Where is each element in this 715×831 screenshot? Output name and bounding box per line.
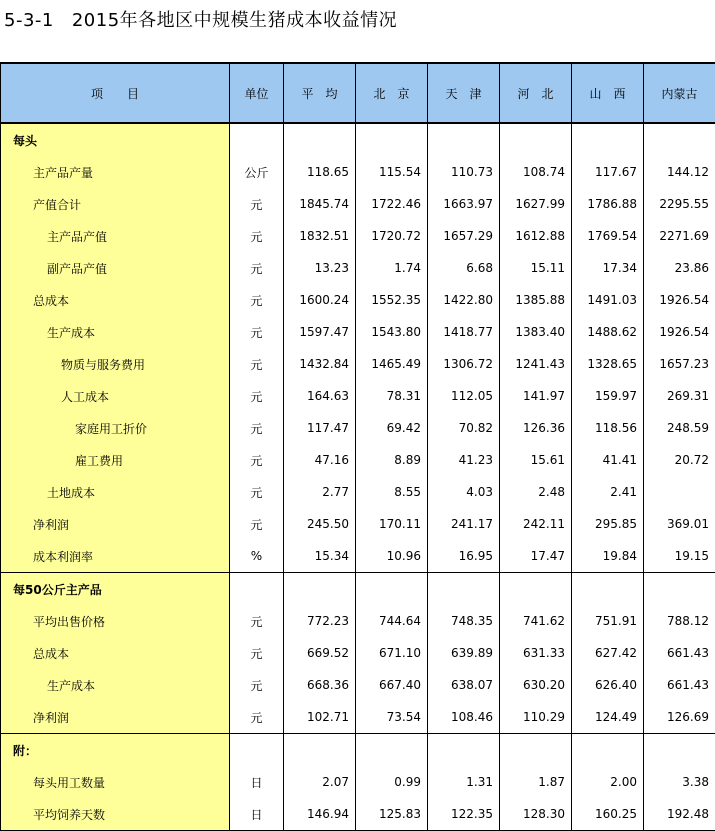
value-cell: 2271.69: [644, 220, 715, 252]
row-label: 人工成本: [1, 380, 230, 412]
table-row: [1, 316, 715, 348]
value-cell: 241.17: [428, 508, 500, 540]
value-cell: 15.11: [500, 252, 572, 284]
value-cell: 661.43: [644, 637, 715, 669]
value-cell: 1491.03: [572, 284, 644, 316]
value-cell: 8.89: [356, 444, 428, 476]
value-cell: 1385.88: [500, 284, 572, 316]
value-cell: 70.82: [428, 412, 500, 444]
value-cell: 1418.77: [428, 316, 500, 348]
table-row: [1, 188, 715, 220]
value-cell: 1552.35: [356, 284, 428, 316]
table-row: [1, 348, 715, 380]
value-cell: [572, 734, 644, 767]
value-cell: 2295.55: [644, 188, 715, 220]
row-label: 生产成本: [1, 316, 230, 348]
row-unit: 元: [230, 348, 284, 380]
value-cell: 1488.62: [572, 316, 644, 348]
value-cell: 23.86: [644, 252, 715, 284]
page-title: [4, 6, 397, 32]
value-cell: 772.23: [284, 605, 356, 637]
value-cell: 1663.97: [428, 188, 500, 220]
value-cell: 631.33: [500, 637, 572, 669]
value-cell: 10.96: [356, 540, 428, 573]
table-row: [1, 637, 715, 669]
value-cell: 741.62: [500, 605, 572, 637]
value-cell: 108.46: [428, 701, 500, 734]
value-cell: [428, 123, 500, 156]
value-cell: 2.41: [572, 476, 644, 508]
value-cell: 627.42: [572, 637, 644, 669]
value-cell: 0.99: [356, 766, 428, 798]
value-cell: [500, 123, 572, 156]
value-cell: [644, 573, 715, 606]
value-cell: 3.38: [644, 766, 715, 798]
value-cell: 1597.47: [284, 316, 356, 348]
row-unit: 日: [230, 766, 284, 798]
value-cell: [644, 123, 715, 156]
value-cell: [356, 123, 428, 156]
value-cell: 124.49: [572, 701, 644, 734]
value-cell: 141.97: [500, 380, 572, 412]
value-cell: 110.29: [500, 701, 572, 734]
value-cell: 295.85: [572, 508, 644, 540]
value-cell: [284, 123, 356, 156]
value-cell: 1612.88: [500, 220, 572, 252]
value-cell: 6.68: [428, 252, 500, 284]
table-row: [1, 412, 715, 444]
row-unit: 元: [230, 637, 284, 669]
value-cell: [356, 573, 428, 606]
value-cell: 170.11: [356, 508, 428, 540]
table-row: [1, 605, 715, 637]
table-row: [1, 701, 715, 734]
value-cell: 73.54: [356, 701, 428, 734]
value-cell: 146.94: [284, 798, 356, 831]
row-unit: 元: [230, 380, 284, 412]
value-cell: 78.31: [356, 380, 428, 412]
value-cell: 13.23: [284, 252, 356, 284]
value-cell: [428, 734, 500, 767]
value-cell: 639.89: [428, 637, 500, 669]
value-cell: 15.61: [500, 444, 572, 476]
value-cell: 117.67: [572, 156, 644, 188]
row-unit: [230, 123, 284, 156]
table-row: [1, 444, 715, 476]
value-cell: 248.59: [644, 412, 715, 444]
value-cell: 19.15: [644, 540, 715, 573]
value-cell: 118.56: [572, 412, 644, 444]
value-cell: 2.48: [500, 476, 572, 508]
header-item: 项 目: [1, 63, 230, 123]
table-number: 5-3-1: [4, 10, 54, 31]
value-cell: 125.83: [356, 798, 428, 831]
table-row: [1, 156, 715, 188]
value-cell: 2.77: [284, 476, 356, 508]
value-cell: 748.35: [428, 605, 500, 637]
row-unit: 公斤: [230, 156, 284, 188]
row-label: 物质与服务费用: [1, 348, 230, 380]
value-cell: 788.12: [644, 605, 715, 637]
row-label: 净利润: [1, 701, 230, 734]
value-cell: 1926.54: [644, 316, 715, 348]
value-cell: 160.25: [572, 798, 644, 831]
row-label: 总成本: [1, 284, 230, 316]
value-cell: 1.31: [428, 766, 500, 798]
value-cell: 626.40: [572, 669, 644, 701]
value-cell: 630.20: [500, 669, 572, 701]
value-cell: 16.95: [428, 540, 500, 573]
row-label: 附：: [1, 734, 230, 767]
value-cell: 1786.88: [572, 188, 644, 220]
header-neimenggu: 内蒙古: [644, 63, 715, 123]
value-cell: [428, 573, 500, 606]
value-cell: 668.36: [284, 669, 356, 701]
value-cell: 2.07: [284, 766, 356, 798]
value-cell: 1657.23: [644, 348, 715, 380]
row-unit: 元: [230, 220, 284, 252]
row-label: 副产品产值: [1, 252, 230, 284]
value-cell: 69.42: [356, 412, 428, 444]
value-cell: 8.55: [356, 476, 428, 508]
value-cell: 1832.51: [284, 220, 356, 252]
row-label: 家庭用工折价: [1, 412, 230, 444]
row-label: 每头用工数量: [1, 766, 230, 798]
table-row: [1, 252, 715, 284]
row-unit: 日: [230, 798, 284, 831]
value-cell: 751.91: [572, 605, 644, 637]
value-cell: [356, 734, 428, 767]
value-cell: 17.47: [500, 540, 572, 573]
value-cell: 1657.29: [428, 220, 500, 252]
value-cell: 122.35: [428, 798, 500, 831]
value-cell: 192.48: [644, 798, 715, 831]
value-cell: 671.10: [356, 637, 428, 669]
row-label: 总成本: [1, 637, 230, 669]
value-cell: 164.63: [284, 380, 356, 412]
value-cell: 115.54: [356, 156, 428, 188]
value-cell: 1383.40: [500, 316, 572, 348]
value-cell: 126.36: [500, 412, 572, 444]
header-shanxi: 山 西: [572, 63, 644, 123]
header-hebei: 河 北: [500, 63, 572, 123]
row-unit: 元: [230, 444, 284, 476]
row-unit: 元: [230, 701, 284, 734]
value-cell: 269.31: [644, 380, 715, 412]
row-unit: [230, 573, 284, 606]
value-cell: 744.64: [356, 605, 428, 637]
value-cell: 110.73: [428, 156, 500, 188]
row-unit: 元: [230, 508, 284, 540]
value-cell: 245.50: [284, 508, 356, 540]
row-label: 净利润: [1, 508, 230, 540]
row-label: 主产品产值: [1, 220, 230, 252]
value-cell: 2.00: [572, 766, 644, 798]
value-cell: [644, 476, 715, 508]
value-cell: [500, 573, 572, 606]
value-cell: [500, 734, 572, 767]
row-unit: 元: [230, 284, 284, 316]
value-cell: 1543.80: [356, 316, 428, 348]
value-cell: 669.52: [284, 637, 356, 669]
value-cell: 19.84: [572, 540, 644, 573]
value-cell: 1465.49: [356, 348, 428, 380]
value-cell: 117.47: [284, 412, 356, 444]
row-unit: 元: [230, 316, 284, 348]
header-average: 平 均: [284, 63, 356, 123]
value-cell: 1241.43: [500, 348, 572, 380]
cost-benefit-table: [0, 62, 715, 831]
row-label: 主产品产量: [1, 156, 230, 188]
value-cell: [284, 573, 356, 606]
value-cell: 1306.72: [428, 348, 500, 380]
value-cell: 126.69: [644, 701, 715, 734]
row-unit: 元: [230, 476, 284, 508]
value-cell: 1627.99: [500, 188, 572, 220]
value-cell: 102.71: [284, 701, 356, 734]
table-row: [1, 123, 715, 156]
row-label: 每头: [1, 123, 230, 156]
value-cell: 128.30: [500, 798, 572, 831]
row-unit: 元: [230, 669, 284, 701]
value-cell: 1432.84: [284, 348, 356, 380]
table-row: [1, 540, 715, 573]
value-cell: 112.05: [428, 380, 500, 412]
row-label: 雇工费用: [1, 444, 230, 476]
row-label: 成本利润率: [1, 540, 230, 573]
value-cell: 661.43: [644, 669, 715, 701]
value-cell: [284, 734, 356, 767]
row-label: 每50公斤主产品: [1, 573, 230, 606]
row-label: 平均饲养天数: [1, 798, 230, 831]
value-cell: 1926.54: [644, 284, 715, 316]
table-header-row: [1, 63, 715, 123]
value-cell: 47.16: [284, 444, 356, 476]
table-row: [1, 380, 715, 412]
value-cell: 1845.74: [284, 188, 356, 220]
table-row: [1, 766, 715, 798]
table-title-text: 2015年各地区中规模生猪成本收益情况: [72, 10, 397, 31]
row-unit: %: [230, 540, 284, 573]
value-cell: 1.74: [356, 252, 428, 284]
value-cell: 369.01: [644, 508, 715, 540]
table-row: [1, 734, 715, 767]
row-unit: [230, 734, 284, 767]
row-unit: 元: [230, 252, 284, 284]
row-label: 平均出售价格: [1, 605, 230, 637]
table-row: [1, 284, 715, 316]
value-cell: [644, 734, 715, 767]
header-beijing: 北 京: [356, 63, 428, 123]
value-cell: 41.23: [428, 444, 500, 476]
value-cell: 17.34: [572, 252, 644, 284]
value-cell: 159.97: [572, 380, 644, 412]
value-cell: 1769.54: [572, 220, 644, 252]
row-label: 土地成本: [1, 476, 230, 508]
value-cell: 1600.24: [284, 284, 356, 316]
value-cell: 1722.46: [356, 188, 428, 220]
header-tianjin: 天 津: [428, 63, 500, 123]
value-cell: [572, 123, 644, 156]
table-row: [1, 508, 715, 540]
row-unit: 元: [230, 188, 284, 220]
row-unit: 元: [230, 605, 284, 637]
value-cell: 4.03: [428, 476, 500, 508]
value-cell: 41.41: [572, 444, 644, 476]
table-row: [1, 476, 715, 508]
value-cell: 1720.72: [356, 220, 428, 252]
row-label: 产值合计: [1, 188, 230, 220]
value-cell: 1422.80: [428, 284, 500, 316]
table-row: [1, 669, 715, 701]
value-cell: 118.65: [284, 156, 356, 188]
header-unit: 单位: [230, 63, 284, 123]
table-row: [1, 220, 715, 252]
value-cell: 108.74: [500, 156, 572, 188]
value-cell: 638.07: [428, 669, 500, 701]
value-cell: 667.40: [356, 669, 428, 701]
row-unit: 元: [230, 412, 284, 444]
value-cell: [572, 573, 644, 606]
value-cell: 20.72: [644, 444, 715, 476]
value-cell: 15.34: [284, 540, 356, 573]
value-cell: 1328.65: [572, 348, 644, 380]
row-label: 生产成本: [1, 669, 230, 701]
value-cell: 1.87: [500, 766, 572, 798]
value-cell: 242.11: [500, 508, 572, 540]
table-row: [1, 573, 715, 606]
value-cell: 144.12: [644, 156, 715, 188]
